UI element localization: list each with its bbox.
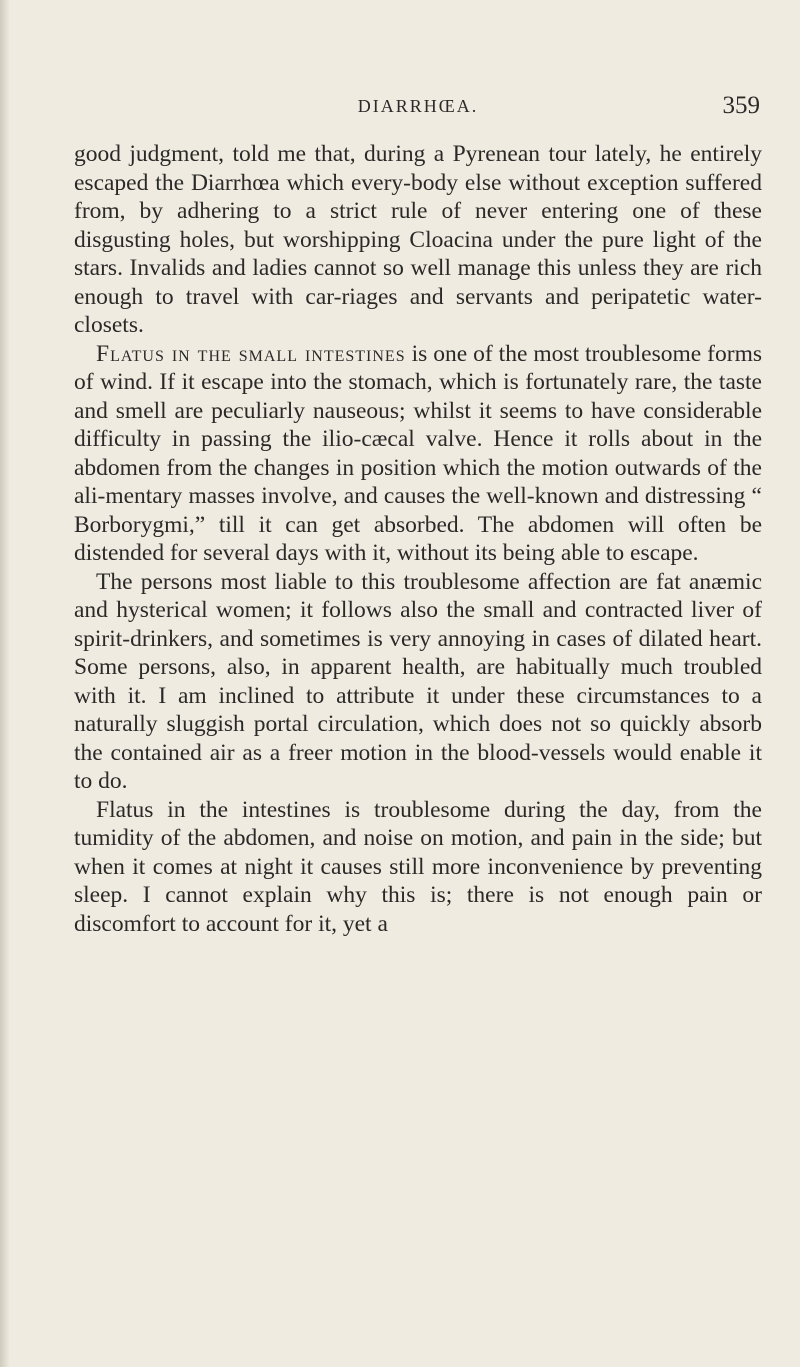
- paragraph-1: good judgment, told me that, during a Pyrenean tour lately, he entirely escaped the Diarrhœa which every-body else without exception suffered from, by adhering to a strict rule of never entering one of these disgusting holes, but worshipping Cloacina under the pure light of the stars. Invalids and ladies cannot so well manage this unless they are rich enough to travel with car-riages and servants and peripatetic water-closets.: [74, 141, 762, 338]
- body-text: [74, 140, 762, 938]
- paragraph-2-body: is one of the most troublesome forms of wind. If it escape into the stomach, which is fortunately rare, the taste and smell are peculiarly nauseous; whilst it seems to have considerable difficulty in passing the ilio-cæcal valve. Hence it rolls about in the abdomen from the changes in position which the motion outwards of the ali-mentary masses involve, and causes the well-known and distressing “ Borborygmi,” till it can get absorbed. The abdomen will often be distended for several days with it, without its being able to escape.: [74, 340, 762, 566]
- running-head: [76, 92, 760, 126]
- paragraph-4: Flatus in the intestines is troublesome during the day, from the tumidity of the abdomen, and noise on motion, and pain in the side; but when it comes at night it causes still more inconvenience by preventing sleep. I cannot explain why this is; there is not enough pain or discomfort to account for it, yet a: [74, 796, 762, 937]
- page-edge-shadow: [0, 0, 10, 1367]
- paragraph-3: The persons most liable to this troublesome affection are fat anæmic and hysterical women; it follows also the small and contracted liver of spirit-drinkers, and sometimes is very annoying in cases of dilated heart. Some persons, also, in apparent health, are habitually much troubled with it. I am inclined to attribute it under these circumstances to a naturally sluggish portal circulation, which does not so quickly absorb the contained air as a freer motion in the blood-vessels would enable it to do.: [74, 568, 762, 794]
- page-number: 359: [722, 92, 760, 119]
- paragraph-2: [74, 340, 762, 568]
- running-head-title: DIARRHŒA.: [357, 96, 479, 116]
- paragraph-2-lead: Flatus in the small intestines: [96, 340, 406, 367]
